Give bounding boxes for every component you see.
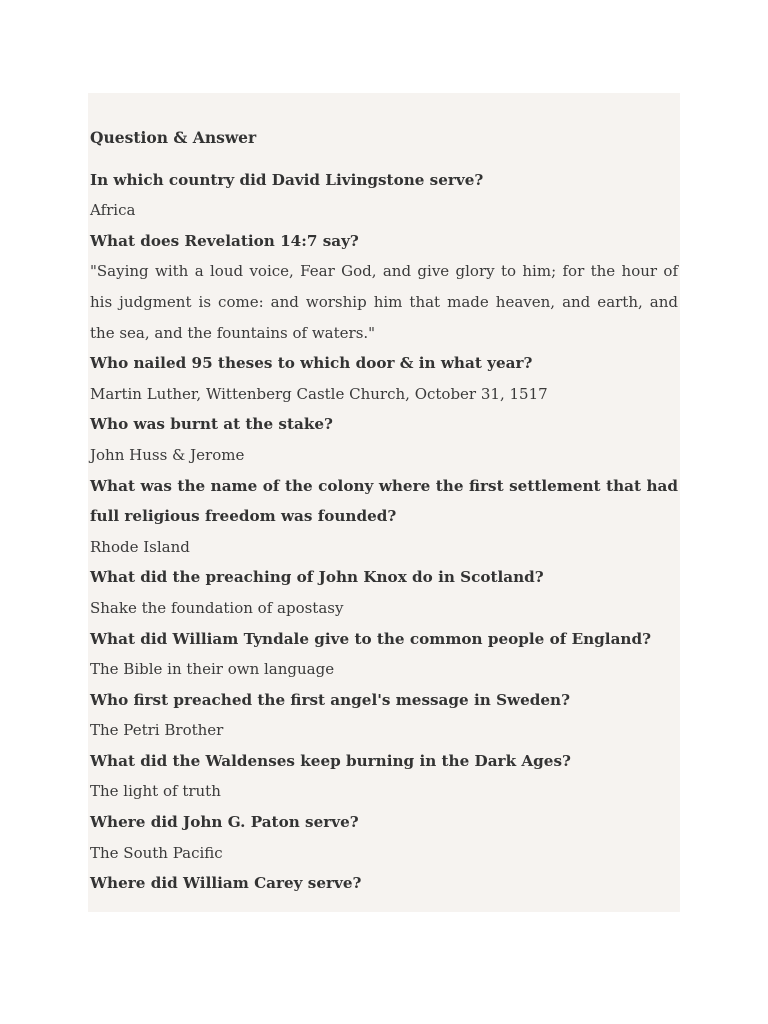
qa-list <box>90 165 678 899</box>
answer-10: The South Pacific <box>90 843 223 862</box>
question-10: Where did John G. Paton serve? <box>90 813 359 832</box>
question-2: What does Revelation 14:7 say? <box>90 231 359 250</box>
qa-panel <box>88 93 680 912</box>
question-9: What did the Waldenses keep burning in the Dark Ages? <box>90 751 571 770</box>
answer-9: The light of truth <box>90 782 221 801</box>
question-8: Who first preached the first angel's message in Sweden? <box>90 690 570 709</box>
answer-3: Martin Luther, Wittenberg Castle Church, October 31, 1517 <box>90 384 548 403</box>
question-1: In which country did David Livingstone serve? <box>90 170 484 189</box>
answer-7: The Bible in their own language <box>90 660 335 679</box>
question-7: What did William Tyndale give to the common people of England? <box>90 629 651 648</box>
question-5: What was the name of the colony where the first settlement that had full religious freedom was founded? <box>90 476 678 526</box>
question-3: Who nailed 95 theses to which door & in what year? <box>90 354 533 373</box>
answer-8: The Petri Brother <box>90 721 224 740</box>
answer-4: John Huss & Jerome <box>90 445 245 464</box>
question-6: What did the preaching of John Knox do in Scotland? <box>90 568 544 587</box>
question-11: Where did William Carey serve? <box>90 874 362 893</box>
question-4: Who was burnt at the stake? <box>90 415 333 434</box>
answer-5: Rhode Island <box>90 537 190 556</box>
answer-2: "Saying with a loud voice, Fear God, and give glory to him; for the hour of his judgment is come: and worship him that made heaven, and earth, and the sea, and the fountains of waters." <box>90 262 678 342</box>
answer-6: Shake the foundation of apostasy <box>90 598 344 617</box>
answer-1: Africa <box>90 201 136 220</box>
page-title: Question & Answer <box>90 128 257 147</box>
